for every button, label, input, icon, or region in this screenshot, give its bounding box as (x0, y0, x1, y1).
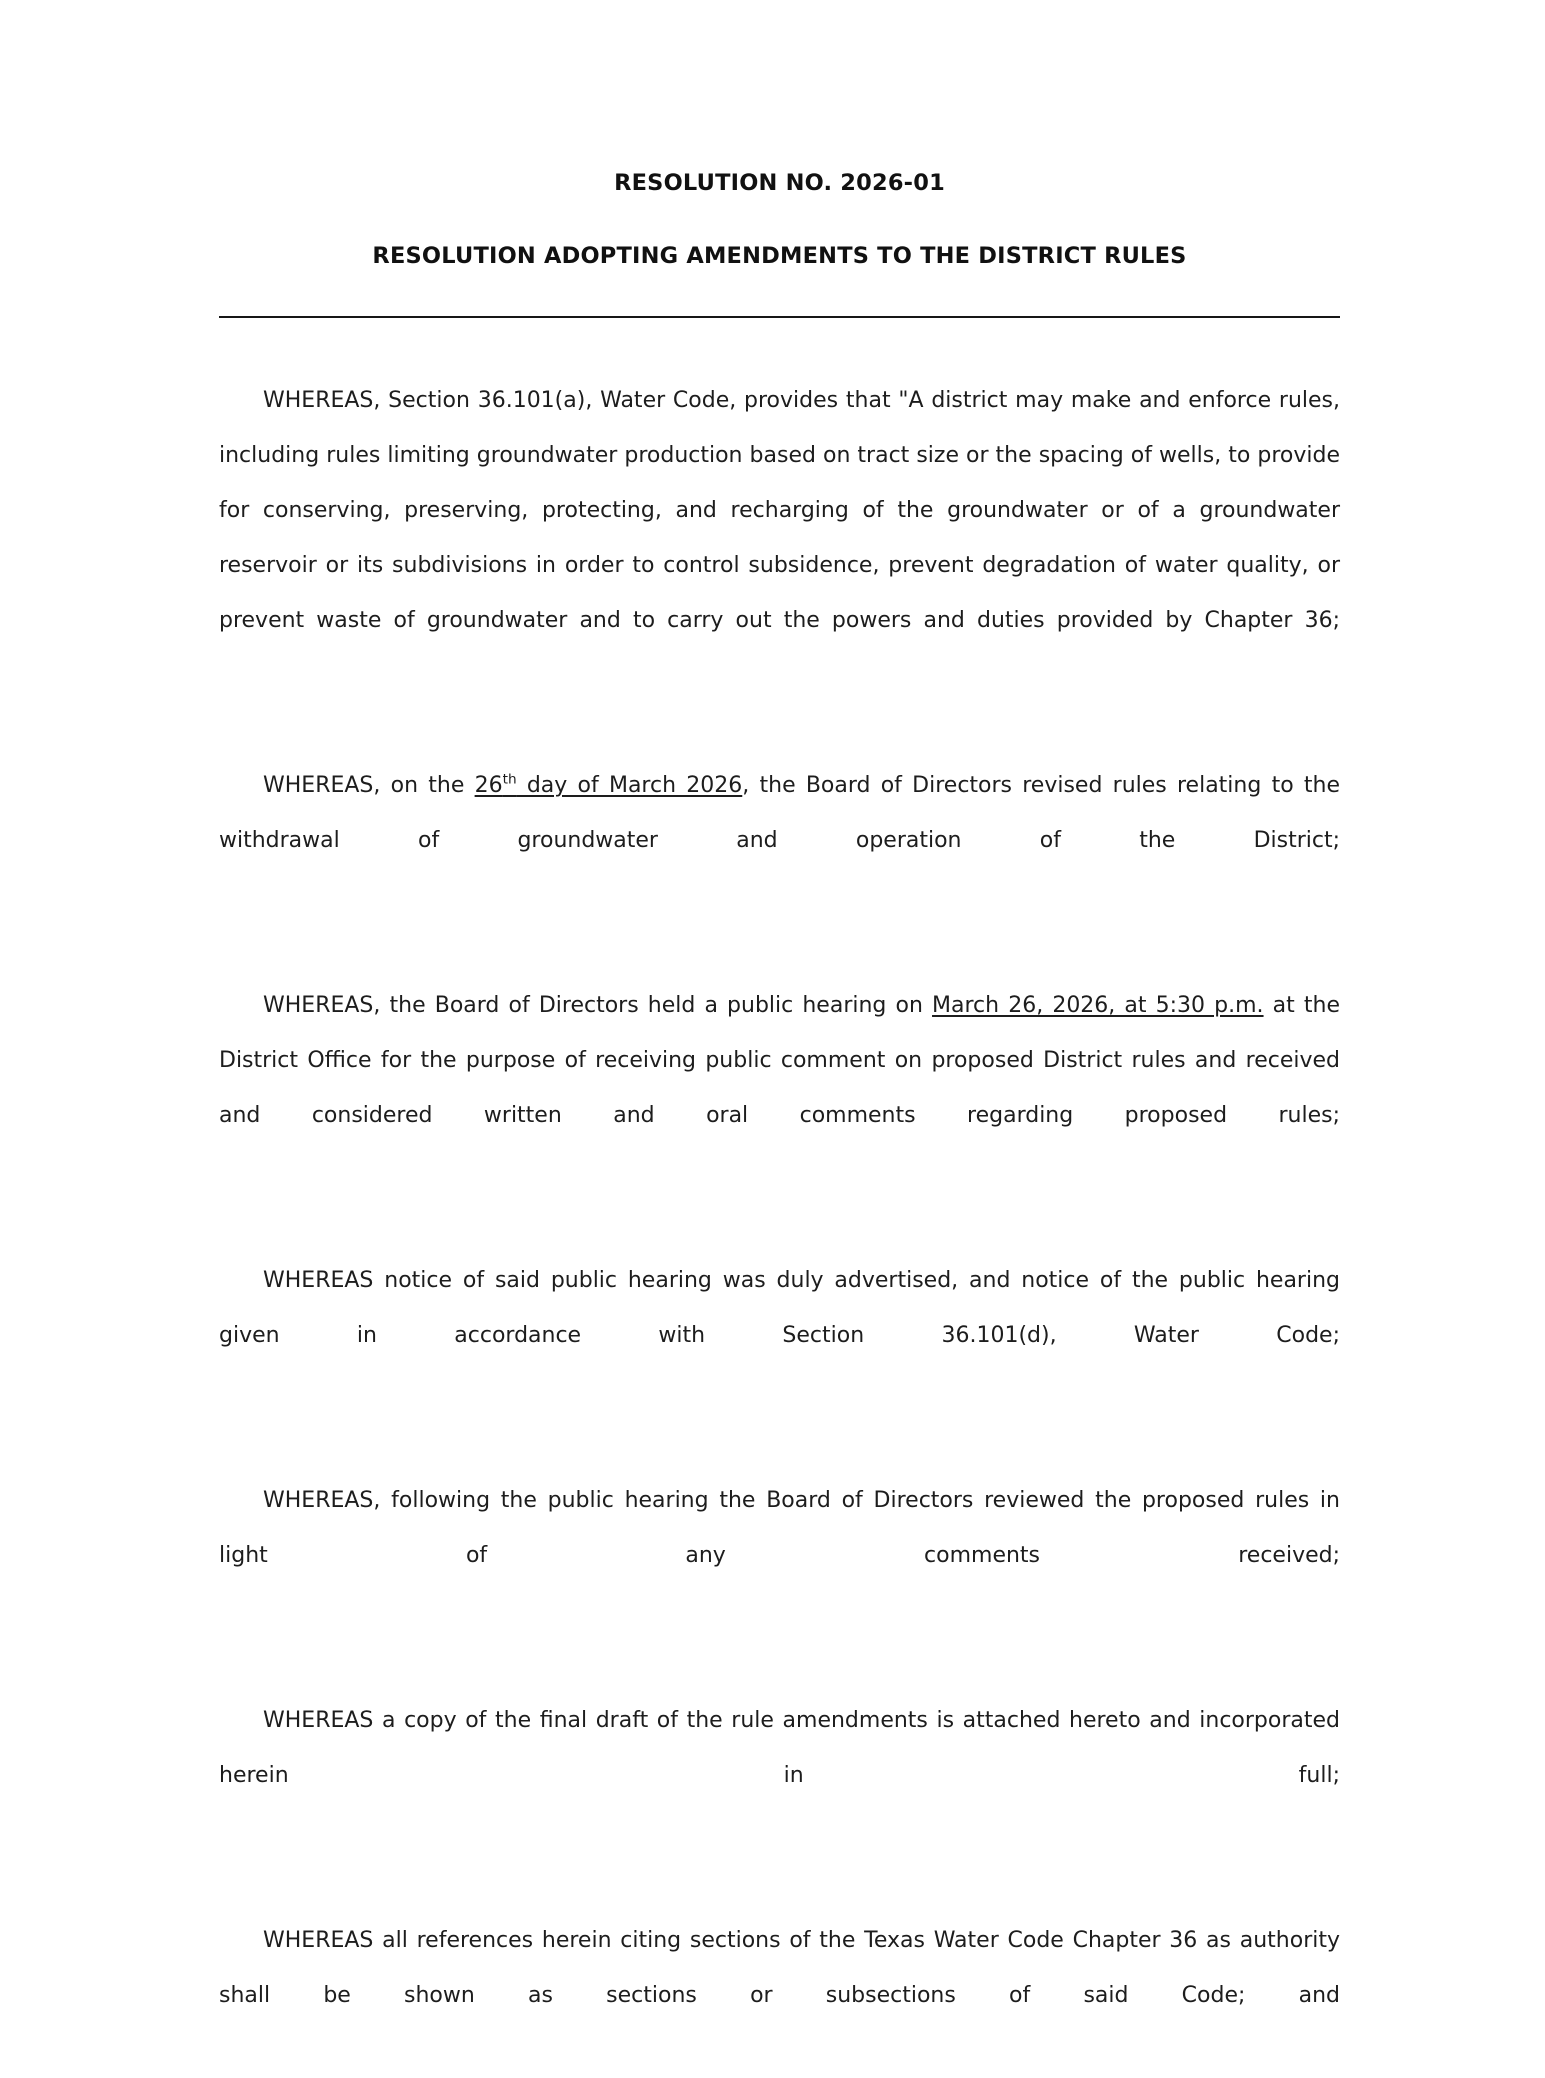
paragraph-whereas-3 (219, 978, 1340, 1198)
whereas-3-tail: at the District Office for the purpose of receiving public comment on proposed District rules and received and considered written and oral comments regarding proposed rules; (219, 993, 1340, 1128)
whereas-2-lead: WHEREAS, on the (263, 773, 475, 798)
paragraph-whereas-6: WHEREAS a copy of the final draft of the rule amendments is attached hereto and incorporated herein in full; (219, 1708, 1340, 1788)
header-divider (219, 316, 1340, 318)
revision-date-ordinal-suffix: th (502, 771, 517, 788)
document-subtitle: RESOLUTION ADOPTING AMENDMENTS TO THE DISTRICT RULES (372, 243, 1187, 269)
revision-date-number: 26 (474, 773, 503, 798)
paragraph-whereas-2 (219, 758, 1340, 923)
revision-date-rest: day of March 2026 (516, 773, 743, 798)
paragraph-whereas-4: WHEREAS notice of said public hearing was duly advertised, and notice of the public hearing given in accordance with Section 36.101(d), Water Code; (219, 1268, 1340, 1348)
page-title: RESOLUTION NO. 2026-01 (614, 170, 945, 196)
underlined-revision-date (475, 773, 743, 798)
whereas-3-lead: WHEREAS, the Board of Directors held a public hearing on (263, 993, 933, 1018)
underlined-hearing-datetime: March 26, 2026, at 5:30 p.m. (932, 993, 1264, 1018)
paragraph-whereas-5: WHEREAS, following the public hearing the Board of Directors reviewed the proposed rules in light of any comments received; (219, 1488, 1340, 1568)
document-body (219, 373, 1340, 2078)
document-content (219, 0, 1340, 2078)
paragraph-whereas-1: WHEREAS, Section 36.101(a), Water Code, provides that "A district may make and enforce rules, including rules limiting groundwater production based on tract size or the spacing of wells, to provide for conserving, preserving, protecting, and recharging of the groundwater or of a groundwater reservoir or its subdivisions in order to control subsidence, prevent degradation of water quality, or prevent waste of groundwater and to carry out the powers and duties provided by Chapter 36; (219, 388, 1340, 633)
whereas-2-tail: , the Board of Directors revised rules relating to the withdrawal of groundwater and operation of the District; (219, 773, 1340, 853)
paragraph-whereas-7: WHEREAS all references herein citing sections of the Texas Water Code Chapter 36 as authority shall be shown as sections or subsections of said Code; and (219, 1928, 1340, 2008)
